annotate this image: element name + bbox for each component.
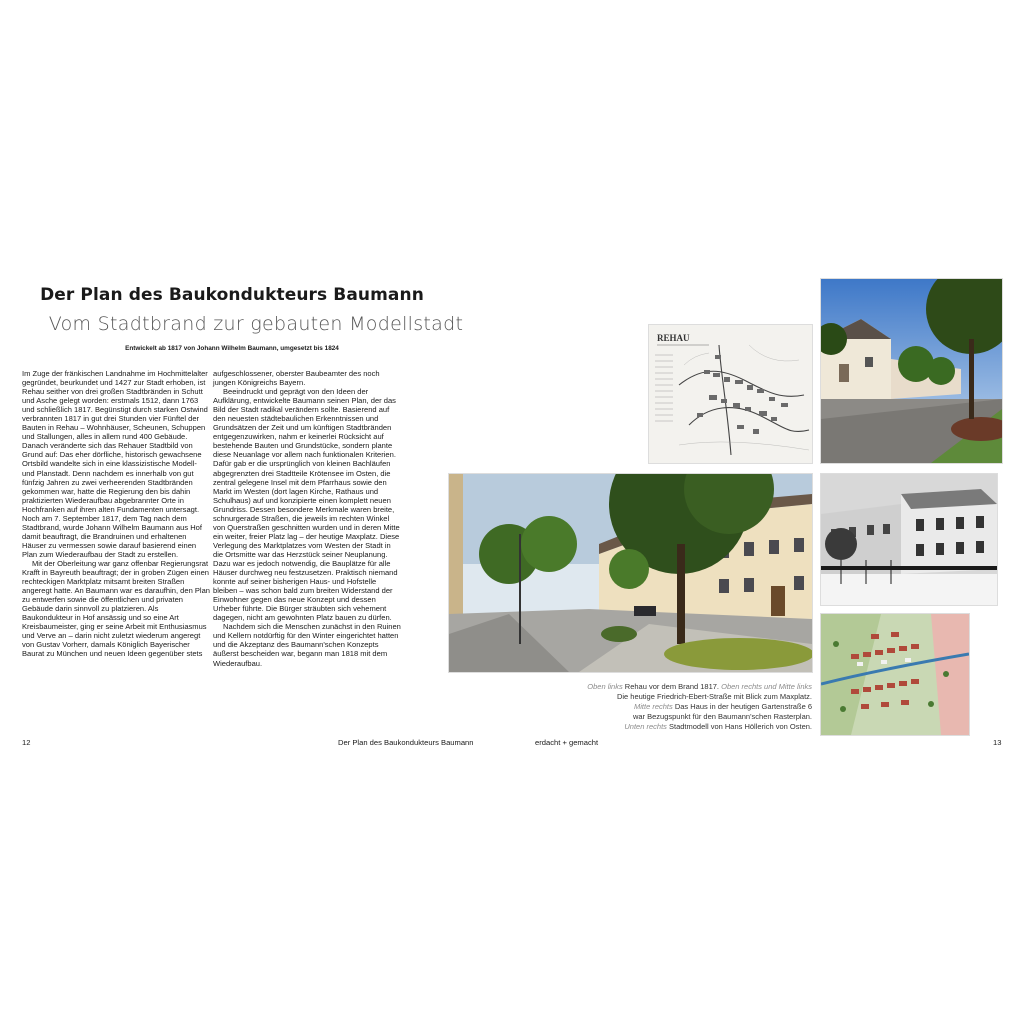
image-caption xyxy=(540,682,812,732)
running-series: erdacht + gemacht xyxy=(535,738,599,747)
historic-map-image xyxy=(648,324,813,464)
map-illustration xyxy=(649,325,812,463)
caption-text: Rehau vor dem Brand 1817. xyxy=(622,682,720,691)
caption-text: Das Haus in der heutigen Gartenstraße 6 xyxy=(672,702,812,712)
caption-line xyxy=(540,702,812,712)
article-byline: Entwickelt ab 1817 von Johann Wilhelm Baumann, umgesetzt bis 1824 xyxy=(125,345,339,352)
street-photo-top-right xyxy=(820,278,1003,464)
street-photo-illustration xyxy=(821,279,1002,463)
caption-line xyxy=(540,712,812,722)
city-model-illustration xyxy=(821,614,969,735)
article-title: Der Plan des Baukondukteurs Baumann xyxy=(40,285,424,305)
running-title: Der Plan des Baukondukteurs Baumann xyxy=(338,738,474,747)
street-photo-large-illustration xyxy=(449,474,812,672)
street-photo-large xyxy=(448,473,813,673)
caption-position-label: Oben links xyxy=(587,682,623,691)
caption-text: Stadtmodell von Hans Höllerich von Osten. xyxy=(666,722,812,732)
caption-position-label: Oben rechts und Mitte links xyxy=(721,682,812,691)
page-number-left: 12 xyxy=(22,738,31,747)
city-model-photo xyxy=(820,613,970,736)
caption-position-label: Unten rechts xyxy=(624,722,667,732)
caption-line xyxy=(540,682,812,692)
historic-house-photo xyxy=(820,473,998,606)
caption-position-label: Mitte rechts xyxy=(633,702,673,712)
historic-house-illustration xyxy=(821,474,997,605)
text-column-left xyxy=(22,369,210,659)
text-column-middle xyxy=(213,369,401,668)
map-title-label: REHAU xyxy=(657,333,690,343)
page-number-right: 13 xyxy=(993,738,1002,747)
paragraph: Beeindruckt und geprägt von den Ideen der Aufklärung, entwickelte Baumann seinen Plan, der das Bild der Stadt radikal verändern sollte. Basierend auf den neuesten städtebaulichen Erkenntnissen und Grundsätzen der Zeit und um künftigen Stadtbränden entgegenzuwirken, nahm er keinerlei Rücksicht auf bestehende Bauten und Grundstücke, sondern plante diese Neuanlage vor allem nach funktionalen Kriterien. Dafür gab er die ursprünglich von kleinen Bachläufen abgegrenzten drei Stadtteile Krötensee im Osten, die zentral gelegene Insel mit dem Pfarrhaus sowie den Markt im Westen (dort lagen Kirche, Rathaus und Schulhaus) auf und konzipierte einen komplett neuen Grundriss. Dessen besondere Merkmale waren breite, schnurgerade Straßen, die jeweils im rechten Winkel von Querstraßen geschnitten wurden und in deren Mitte ein weiter, freier Platz lag – der heutige Maxplatz. Diese Verlegung des Marktplatzes vom Westen der Stadt in die Ortsmitte war das Herzstück seiner Neuplanung. Dazu war es jedoch notwendig, die Bauplätze für alle Häuser durchweg neu festzusetzen. Praktisch niemand konnte auf seiner bisherigen Haus- und Hofstelle bleiben – was schon bald zum breiten Widerstand der Einwohner gegen das neue Konzept und dessen Urheber führte. Die Bürger sträubten sich vehement dagegen, nicht am gewohnten Platz bauen zu dürfen. xyxy=(213,387,400,623)
article-subtitle: Vom Stadtbrand zur gebauten Modellstadt xyxy=(48,313,464,335)
caption-line xyxy=(540,692,812,702)
caption-text: war Bezugspunkt für den Baumann'schen Rasterplan. xyxy=(632,712,812,722)
caption-line xyxy=(540,722,812,732)
caption-text: Die heutige Friedrich-Ebert-Straße mit Blick zum Maxplatz. xyxy=(616,692,812,702)
paragraph: Nachdem sich die Menschen zunächst in den Ruinen und Kellern notdürftig für den Winter eingerichtet hatten und die Akzeptanz des Baumann'schen Konzepts äußerst bescheiden war, begann man 1818 mit dem Wiederaufbau. xyxy=(213,622,401,668)
paragraph: Mit der Oberleitung war ganz offenbar Regierungsrat Krafft in Bayreuth beauftragt; der in groben Zügen einen rechteckigen Marktplatz mitsamt breiten Straßen angeregt hatte. An Baumann war es daraufhin, den Plan zu entwerfen sowie die öffentlichen und privaten Gebäude darin sinnvoll zu platzieren. Als Baukondukteur in Hof ansässig und so eine Art Kreisbaumeister, ging er seine Arbeit mit Enthusiasmus und Verve an – darin nicht zuletzt wiederum angeregt von Gustav Vorherr, damals Königlich Bayerischer Baurat zu München und neuen Ideen gegenüber stets xyxy=(22,558,210,659)
paragraph: Im Zuge der fränkischen Landnahme im Hochmittelalter gegründet, beurkundet und 1427 zur Stadt erhoben, ist Rehau seither von drei großen Stadtbränden in Schutt und Asche gelegt worden: erstmals 1512, dann 1763 und schließlich 1817. Begünstigt durch starken Ostwind verbrannten 1817 in gut drei Stunden vier Fünftel der Bauten in Rehau – Wohnhäuser, Scheunen, Schuppen und Stallungen, alles in allem rund 400 Gebäude. Danach veränderte sich das Rehauer Stadtbild von Grund auf: Das eher dörfliche, historisch gewachsene Ortsbild wandelte sich in eine klassizistische Modell- und Planstadt. Denn nachdem es innerhalb von gut fünfzig Jahren zu zwei verheerenden Stadtbränden gekommen war, hatte die Regierung den bis dahin praktizierten Wiederaufbau abgebrannter Orte in Hochfranken auf ihren alten Fundamenten untersagt. Noch am 7. September 1817, dem Tag nach dem Stadtbrand, wurde Johann Wilhelm Baumann aus Hof damit beauftragt, die Brandruinen und erhaltenen Häuser zu vermessen sowie darauf basierend einen Plan zum Wiederaufbau der Stadt zu erstellen. xyxy=(22,369,208,559)
paragraph: aufgeschlossener, oberster Baubeamter des noch jungen Königreichs Bayern. xyxy=(213,369,380,388)
